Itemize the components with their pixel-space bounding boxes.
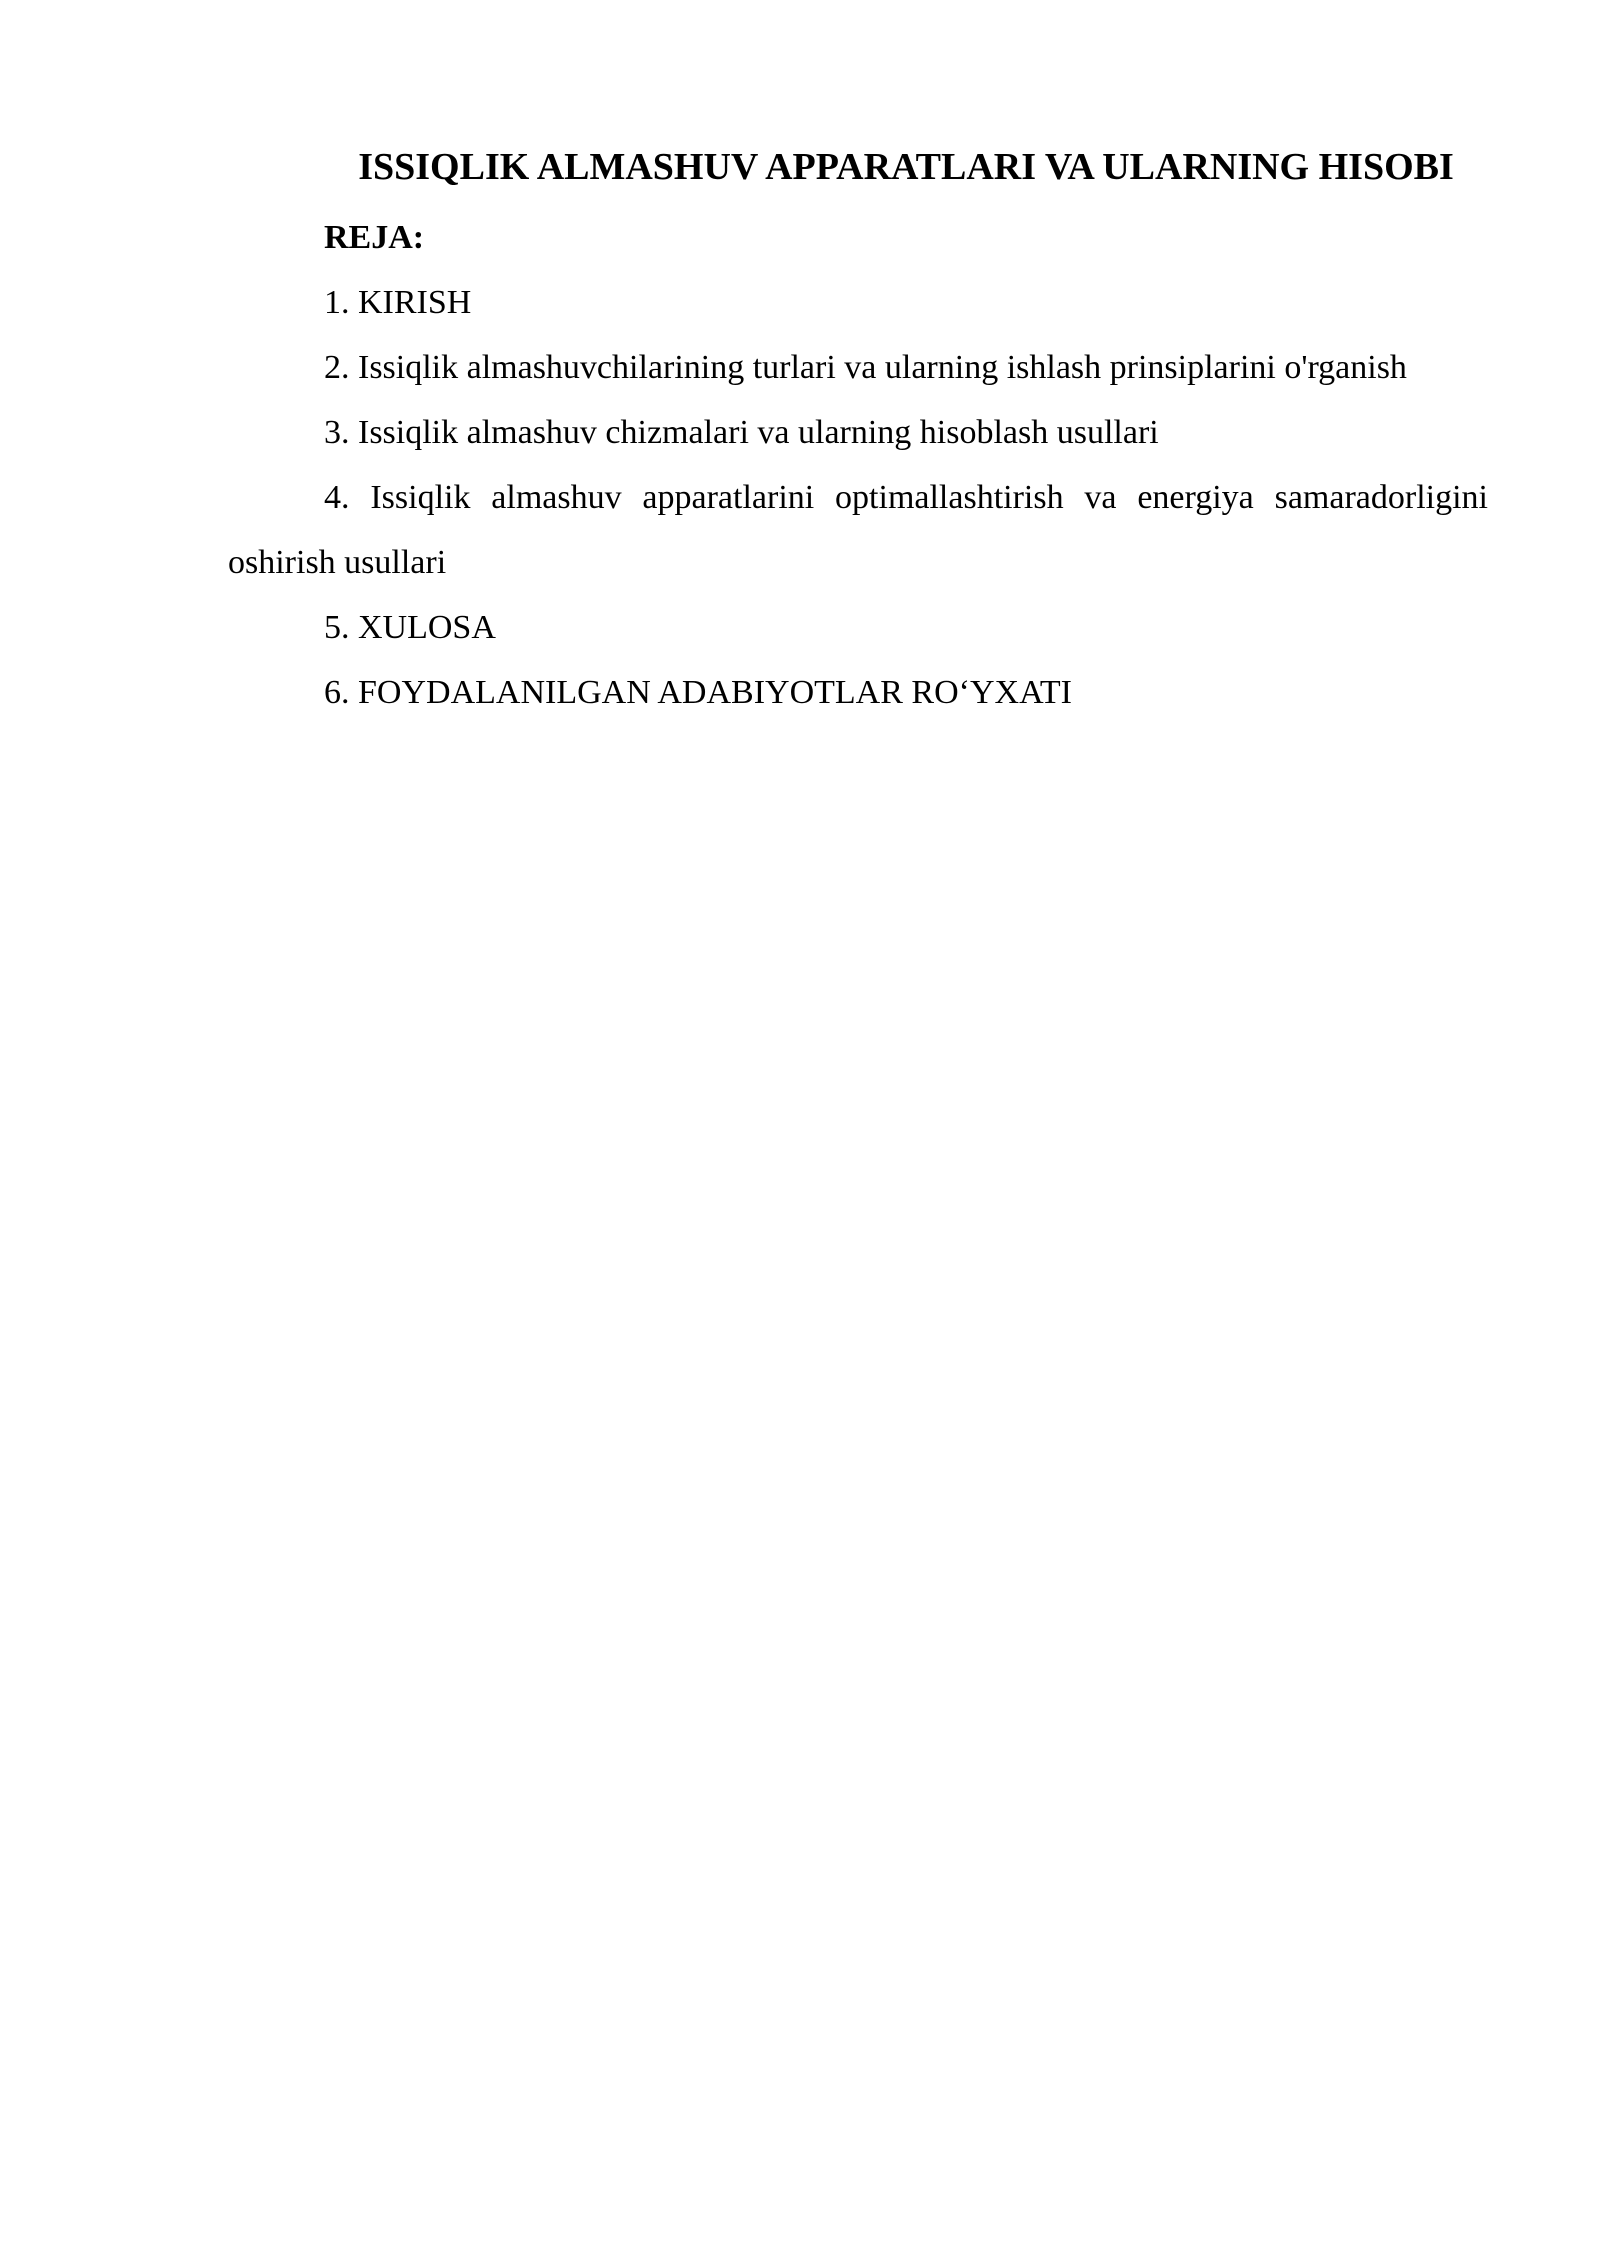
plan-item: 6. FOYDALANILGAN ADABIYOTLAR RO‘YXATI xyxy=(324,674,1072,711)
plan-list xyxy=(228,270,1488,725)
document-page xyxy=(228,130,1488,725)
plan-heading: REJA: xyxy=(324,219,425,256)
document-title: ISSIQLIK ALMASHUV APPARATLARI VA ULARNING HISOBI xyxy=(358,146,1454,188)
plan-item: 2. Issiqlik almashuvchilarining turlari va ularning ishlash prinsiplarini o'rganish xyxy=(324,349,1407,386)
plan-item: 4. Issiqlik almashuv apparatlarini optimallashtirish va energiya samaradorligini oshirish usullari xyxy=(228,479,1488,581)
plan-item: 5. XULOSA xyxy=(324,609,496,646)
plan-item: 1. KIRISH xyxy=(324,284,472,321)
plan-item: 3. Issiqlik almashuv chizmalari va ularning hisoblash usullari xyxy=(324,414,1159,451)
